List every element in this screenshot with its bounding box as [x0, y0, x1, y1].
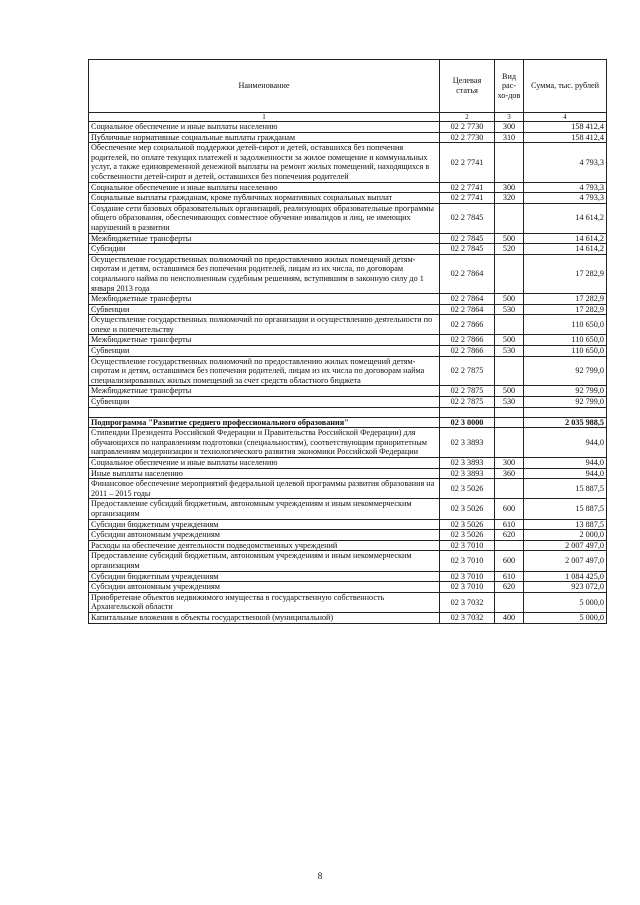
- cell-sum: 15 887,5: [524, 479, 607, 499]
- cell-vid: 500: [495, 386, 524, 397]
- cell-sum: 5 000,0: [524, 592, 607, 612]
- cell-name: Межбюджетные трансферты: [89, 335, 440, 346]
- table-row: [89, 417, 607, 428]
- cell-code: 02 3 7010: [440, 540, 495, 551]
- cell-name: Субсидии автономным учреждениям: [89, 530, 440, 541]
- cell-code: 02 3 3893: [440, 458, 495, 469]
- cell-code: 02 2 7741: [440, 182, 495, 193]
- cell-name: Иные выплаты населению: [89, 468, 440, 479]
- header-name: Наименование: [89, 60, 440, 113]
- table-row: [89, 346, 607, 357]
- cell-sum: 2 007 497,0: [524, 551, 607, 571]
- cell-name: Создание сети базовых образовательных организаций, реализующих образовательные программы общего образования, обеспечивающих совместное обучение инвалидов и лиц, не имеющих нарушений в развитии: [89, 203, 440, 233]
- table-row: [89, 203, 607, 233]
- table-row: [89, 335, 607, 346]
- cell-vid: 530: [495, 346, 524, 357]
- cell-vid: 620: [495, 530, 524, 541]
- column-number: 2: [440, 113, 495, 122]
- cell-sum: 92 799,0: [524, 356, 607, 386]
- cell-name: Осуществление государственных полномочий по организации и осуществлению деятельности по опеке и попечительству: [89, 315, 440, 335]
- table-row: [89, 530, 607, 541]
- cell-code: 02 3 5026: [440, 530, 495, 541]
- cell-vid: [495, 417, 524, 428]
- table-row: [89, 315, 607, 335]
- cell-vid: [495, 479, 524, 499]
- cell-vid: 600: [495, 551, 524, 571]
- cell-vid: 620: [495, 582, 524, 593]
- table-row: [89, 479, 607, 499]
- table-row: [89, 407, 607, 417]
- cell-vid: [495, 428, 524, 458]
- cell-code: 02 3 7010: [440, 582, 495, 593]
- cell-vid: 610: [495, 519, 524, 530]
- cell-code: 02 3 0000: [440, 417, 495, 428]
- cell-code: 02 3 3893: [440, 428, 495, 458]
- cell-sum: 944,0: [524, 428, 607, 458]
- cell-name: Межбюджетные трансферты: [89, 386, 440, 397]
- cell-name: Приобретение объектов недвижимого имущества в государственную собственность Архангельской области: [89, 592, 440, 612]
- cell-sum: 17 282,9: [524, 304, 607, 315]
- cell-vid: 310: [495, 132, 524, 143]
- cell-code: 02 2 7864: [440, 254, 495, 293]
- table-row: [89, 254, 607, 293]
- cell-sum: 15 887,5: [524, 499, 607, 519]
- table-row: [89, 612, 607, 623]
- cell-vid: [495, 143, 524, 182]
- cell-code: 02 2 7741: [440, 193, 495, 204]
- cell-sum: 17 282,9: [524, 254, 607, 293]
- cell-code: 02 2 7866: [440, 346, 495, 357]
- empty-cell: [89, 407, 440, 417]
- cell-vid: 360: [495, 468, 524, 479]
- table-row: [89, 458, 607, 469]
- column-number-row: [89, 113, 607, 122]
- table-row: [89, 193, 607, 204]
- cell-code: 02 3 7032: [440, 612, 495, 623]
- cell-vid: 400: [495, 612, 524, 623]
- cell-name: Субвенции: [89, 397, 440, 408]
- cell-name: Расходы на обеспечение деятельности подведомственных учреждений: [89, 540, 440, 551]
- cell-vid: [495, 254, 524, 293]
- cell-sum: 4 793,3: [524, 143, 607, 182]
- cell-code: 02 2 7845: [440, 244, 495, 255]
- cell-vid: 500: [495, 294, 524, 305]
- cell-name: Межбюджетные трансферты: [89, 233, 440, 244]
- cell-vid: [495, 540, 524, 551]
- cell-sum: 5 000,0: [524, 612, 607, 623]
- cell-code: 02 2 7875: [440, 386, 495, 397]
- cell-name: Предоставление субсидий бюджетным, автономным учреждениям и иным некоммерческим организациям: [89, 499, 440, 519]
- cell-sum: 14 614,2: [524, 244, 607, 255]
- table-row: [89, 294, 607, 305]
- table-row: [89, 468, 607, 479]
- table-row: [89, 143, 607, 182]
- cell-name: Социальное обеспечение и иные выплаты населению: [89, 458, 440, 469]
- cell-code: 02 2 7866: [440, 315, 495, 335]
- table-row: [89, 132, 607, 143]
- cell-name: Субвенции: [89, 346, 440, 357]
- cell-code: 02 2 7866: [440, 335, 495, 346]
- cell-name: Публичные нормативные социальные выплаты гражданам: [89, 132, 440, 143]
- cell-code: 02 2 7741: [440, 143, 495, 182]
- cell-vid: 300: [495, 182, 524, 193]
- table-row: [89, 551, 607, 571]
- table-row: [89, 499, 607, 519]
- cell-name: Капитальные вложения в объекты государственной (муниципальной): [89, 612, 440, 623]
- empty-cell: [495, 407, 524, 417]
- cell-name: Предоставление субсидий бюджетным, автономным учреждениям и иным некоммерческим организациям: [89, 551, 440, 571]
- cell-sum: 4 793,3: [524, 182, 607, 193]
- cell-name: Социальное обеспечение и иные выплаты населению: [89, 182, 440, 193]
- cell-name: Подпрограмма "Развитие среднего профессионального образования": [89, 417, 440, 428]
- cell-vid: [495, 315, 524, 335]
- cell-name: Осуществление государственных полномочий по предоставлению жилых помещений детям-сиротам и детям, оставшимся без попечения родителей, лицам из их числа по договорам найма специализированных жилых помещений за счет средств областного бюджета: [89, 356, 440, 386]
- cell-code: 02 2 7864: [440, 304, 495, 315]
- empty-cell: [440, 407, 495, 417]
- cell-sum: 110 650,0: [524, 335, 607, 346]
- empty-cell: [524, 407, 607, 417]
- cell-sum: 2 035 988,5: [524, 417, 607, 428]
- table-row: [89, 397, 607, 408]
- table-row: [89, 386, 607, 397]
- cell-sum: 1 084 425,0: [524, 571, 607, 582]
- table-row: [89, 582, 607, 593]
- header-code: Целевая статья: [440, 60, 495, 113]
- header-vid: Вид рас-хо-дов: [495, 60, 524, 113]
- cell-name: Социальное обеспечение и иные выплаты населению: [89, 122, 440, 133]
- cell-code: 02 3 3893: [440, 468, 495, 479]
- cell-vid: 610: [495, 571, 524, 582]
- header-sum: Сумма, тыс. рублей: [524, 60, 607, 113]
- column-number: 1: [89, 113, 440, 122]
- cell-sum: 92 799,0: [524, 386, 607, 397]
- cell-name: Стипендии Президента Российской Федерации и Правительства Российской Федерации) для обучающихся по направлениям подготовки (специальностям), соответствующим приоритетным направлениям модернизации и технологического развития экономики Российской Федерации: [89, 428, 440, 458]
- cell-name: Субсидии бюджетным учреждениям: [89, 519, 440, 530]
- cell-code: 02 3 7010: [440, 551, 495, 571]
- cell-vid: 300: [495, 458, 524, 469]
- cell-code: 02 2 7875: [440, 397, 495, 408]
- cell-sum: 110 650,0: [524, 346, 607, 357]
- cell-code: 02 3 7032: [440, 592, 495, 612]
- cell-code: 02 3 7010: [440, 571, 495, 582]
- cell-sum: 944,0: [524, 468, 607, 479]
- cell-vid: [495, 203, 524, 233]
- table-row: [89, 356, 607, 386]
- cell-code: 02 3 5026: [440, 499, 495, 519]
- budget-table: [88, 59, 607, 624]
- cell-name: Субсидии: [89, 244, 440, 255]
- cell-name: Субсидии автономным учреждениям: [89, 582, 440, 593]
- cell-name: Финансовое обеспечение мероприятий федеральной целевой программы развития образования на 2011 – 2015 годы: [89, 479, 440, 499]
- cell-name: Обеспечение мер социальной поддержки детей-сирот и детей, оставшихся без попечения родителей, по оплате текущих платежей и задолженности за жилое помещение и коммунальных услуг, а также единовременной денежной выплаты на ремонт жилых помещений, находящихся в собственности детей-сирот и детей, оставшихся без попечения родителей: [89, 143, 440, 182]
- cell-sum: 158 412,4: [524, 132, 607, 143]
- cell-sum: 14 614,2: [524, 203, 607, 233]
- column-number: 4: [524, 113, 607, 122]
- table-row: [89, 244, 607, 255]
- cell-code: 02 2 7845: [440, 233, 495, 244]
- cell-name: Социальные выплаты гражданам, кроме публичных нормативных социальных выплат: [89, 193, 440, 204]
- cell-sum: 923 072,0: [524, 582, 607, 593]
- cell-vid: 320: [495, 193, 524, 204]
- cell-code: 02 2 7730: [440, 132, 495, 143]
- cell-sum: 14 614,2: [524, 233, 607, 244]
- cell-vid: 500: [495, 233, 524, 244]
- cell-sum: 110 650,0: [524, 315, 607, 335]
- cell-vid: 500: [495, 335, 524, 346]
- cell-sum: 4 793,3: [524, 193, 607, 204]
- table-row: [89, 304, 607, 315]
- cell-sum: 2 000,0: [524, 530, 607, 541]
- column-number: 3: [495, 113, 524, 122]
- cell-code: 02 2 7845: [440, 203, 495, 233]
- cell-code: 02 3 5026: [440, 479, 495, 499]
- table-row: [89, 571, 607, 582]
- cell-vid: [495, 356, 524, 386]
- cell-name: Субвенции: [89, 304, 440, 315]
- cell-sum: 2 007 497,0: [524, 540, 607, 551]
- table-row: [89, 519, 607, 530]
- cell-vid: 530: [495, 304, 524, 315]
- cell-code: 02 2 7730: [440, 122, 495, 133]
- cell-vid: 300: [495, 122, 524, 133]
- table-row: [89, 122, 607, 133]
- cell-sum: 13 887,5: [524, 519, 607, 530]
- cell-sum: 944,0: [524, 458, 607, 469]
- table-header-row: [89, 60, 607, 113]
- cell-name: Межбюджетные трансферты: [89, 294, 440, 305]
- cell-code: 02 2 7864: [440, 294, 495, 305]
- cell-vid: [495, 592, 524, 612]
- cell-name: Осуществление государственных полномочий по предоставлению жилых помещений детям-сиротам и детям, оставшимся без попечения родителей, лицам из их числа, по договорам социального найма по неисполненным судебным решениям, вступившим в законную силу до 1 января 2013 года: [89, 254, 440, 293]
- table-row: [89, 182, 607, 193]
- cell-code: 02 2 7875: [440, 356, 495, 386]
- cell-sum: 158 412,4: [524, 122, 607, 133]
- cell-sum: 17 282,9: [524, 294, 607, 305]
- cell-sum: 92 799,0: [524, 397, 607, 408]
- table-row: [89, 233, 607, 244]
- cell-vid: 530: [495, 397, 524, 408]
- table-row: [89, 428, 607, 458]
- table-row: [89, 592, 607, 612]
- table-body: [89, 122, 607, 624]
- cell-name: Субсидии бюджетным учреждениям: [89, 571, 440, 582]
- cell-code: 02 3 5026: [440, 519, 495, 530]
- cell-vid: 600: [495, 499, 524, 519]
- page-number: 8: [317, 871, 323, 881]
- table-row: [89, 540, 607, 551]
- cell-vid: 520: [495, 244, 524, 255]
